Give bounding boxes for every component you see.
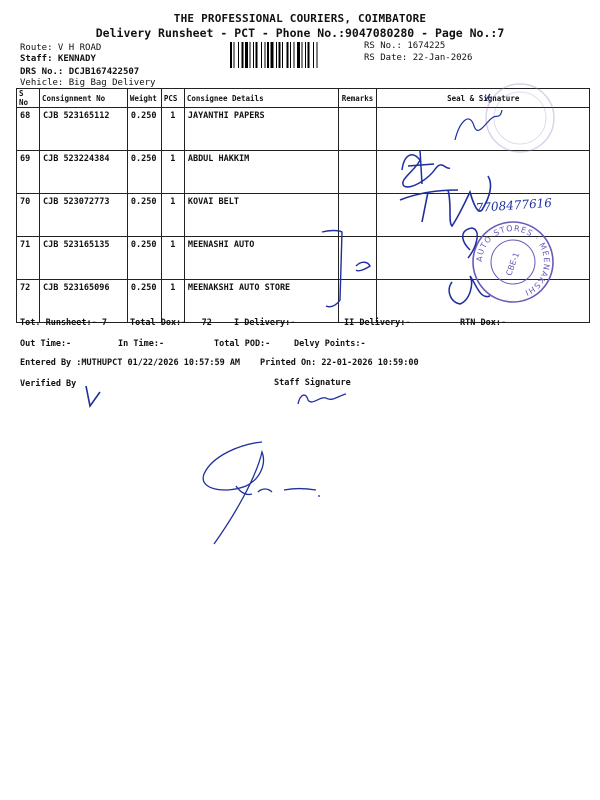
i-delivery: I Delivery:- (234, 318, 296, 328)
cell-remarks (338, 237, 377, 280)
total-pod: Total POD:- (214, 339, 271, 349)
cell-consignment: CJB 523165096 (39, 280, 127, 323)
cell-consignment: CJB 523072773 (39, 194, 127, 237)
entered-by: Entered By :MUTHUPCT 01/22/2026 10:57:59 AM (20, 358, 241, 368)
cell-seal (377, 108, 590, 151)
in-time: In Time:- (118, 339, 165, 349)
cell-consignee: JAYANTHI PAPERS (184, 108, 338, 151)
cell-consignee: ABDUL HAKKIM (184, 151, 338, 194)
barcode-image (230, 42, 358, 68)
delivery-table (16, 88, 590, 323)
cell-seal (377, 194, 590, 237)
cell-remarks (338, 280, 377, 323)
cell-sno: 70 (17, 194, 40, 237)
cell-seal (377, 151, 590, 194)
stamp-center-text: CBE-1 (504, 251, 522, 277)
cell-weight: 0.250 (127, 108, 161, 151)
cell-consignee: MEENASHI AUTO (184, 237, 338, 280)
runsheet-title: Delivery Runsheet - PCT - Phone No.:9047080280 - Page No.:7 (95, 26, 505, 40)
col-header-pcs: PCS (161, 89, 184, 108)
cell-sno: 68 (17, 108, 40, 151)
col-header-weight: Weight (127, 89, 161, 108)
cell-weight: 0.250 (127, 151, 161, 194)
table-row (17, 108, 590, 151)
cell-consignee: KOVAI BELT (184, 194, 338, 237)
cell-seal (377, 280, 590, 323)
verified-by: Verified By (20, 379, 77, 389)
rs-number: RS No.: 1674225 (364, 41, 446, 51)
col-header-remarks: Remarks (338, 89, 377, 108)
table-row (17, 237, 590, 280)
cell-sno: 71 (17, 237, 40, 280)
cell-pcs: 1 (161, 280, 184, 323)
out-time: Out Time:- (20, 339, 72, 349)
cell-remarks (338, 151, 377, 194)
cell-weight: 0.250 (127, 237, 161, 280)
cell-consignment: CJB 523224384 (39, 151, 127, 194)
route-label: Route: V H ROAD (20, 43, 102, 53)
table-header-row (17, 89, 590, 108)
staff-label: Staff: KENNADY (20, 54, 96, 64)
table-row (17, 280, 590, 323)
table-row (17, 151, 590, 194)
delvy-points: Delvy Points:- (294, 339, 366, 349)
cell-consignee: MEENAKSHI AUTO STORE (184, 280, 338, 323)
cell-remarks (338, 108, 377, 151)
cell-weight: 0.250 (127, 280, 161, 323)
cell-pcs: 1 (161, 151, 184, 194)
cell-consignment: CJB 523165112 (39, 108, 127, 151)
printed-on: Printed On: 22-01-2026 10:59:00 (260, 358, 419, 368)
stamp-ring-text: AUTO STORES · MEENAKSHI (474, 223, 552, 298)
table-row (17, 194, 590, 237)
cell-sno: 72 (17, 280, 40, 323)
cell-weight: 0.250 (127, 194, 161, 237)
col-header-consignment: Consignment No (39, 89, 127, 108)
company-name: THE PROFESSIONAL COURIERS, COIMBATORE (173, 12, 427, 25)
vehicle-label: Vehicle: Big Bag Delivery (20, 78, 156, 88)
col-header-seal: Seal & Signature (377, 89, 590, 108)
total-dox: Total Dox:- 72 (130, 318, 212, 328)
drs-number: DRS No.: DCJB167422507 (20, 67, 140, 77)
cell-consignment: CJB 523165135 (39, 237, 127, 280)
col-header-sno: S No (17, 89, 40, 108)
cell-sno: 69 (17, 151, 40, 194)
cell-remarks (338, 194, 377, 237)
staff-signature-label: Staff Signature (274, 378, 351, 388)
large-signature (203, 442, 320, 544)
rtn-dox: RTN Dox:- (460, 318, 507, 328)
cell-pcs: 1 (161, 237, 184, 280)
col-header-consignee: Consignee Details (184, 89, 338, 108)
staff-signature (298, 394, 346, 404)
handwritten-phone: 7708477616 (475, 195, 553, 215)
cell-pcs: 1 (161, 194, 184, 237)
rs-date: RS Date: 22-Jan-2026 (364, 53, 473, 63)
verified-signature (86, 386, 100, 406)
cell-seal (377, 237, 590, 280)
cell-pcs: 1 (161, 108, 184, 151)
total-runsheet: Tot. Runsheet:- 7 (20, 318, 107, 328)
ii-delivery: II Delivery:- (344, 318, 411, 328)
